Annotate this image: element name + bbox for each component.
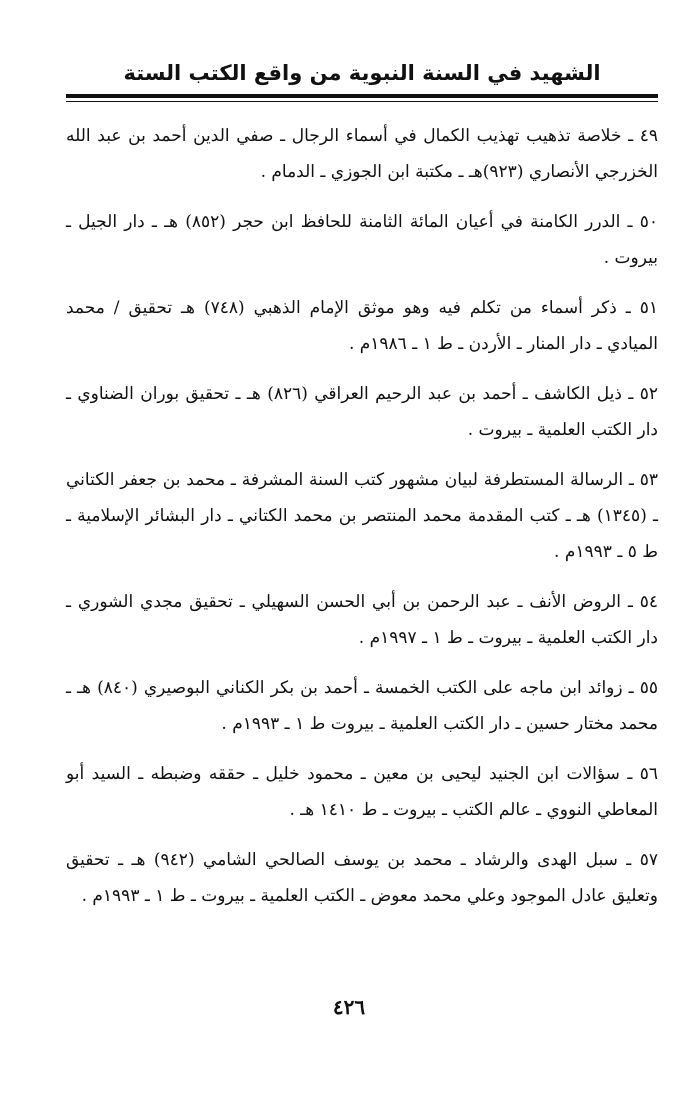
page-number: ٤٢٦ [332,995,366,1019]
bibliography-entry-54: ٥٤ ـ الروض الأنف ـ عبد الرحمن بن أبي الحسن السهيلي ـ تحقيق مجدي الشوري ـ دار الكتب العلمية ـ بيروت ـ ط ١ ـ ١٩٩٧م . [66,592,658,648]
header-rule-thin [66,101,658,102]
bibliography-entry-56: ٥٦ ـ سؤالات ابن الجنيد ليحيى بن معين ـ محمود خليل ـ حققه وضبطه ـ السيد أبو المعاطي النووي ـ عالم الكتب ـ بيروت ـ ط ١٤١٠ هـ . [66,764,658,820]
bibliography-entry-51: ٥١ ـ ذكر أسماء من تكلم فيه وهو موثق الإمام الذهبي (٧٤٨) هـ تحقيق / محمد الميادي ـ دار المنار ـ الأردن ـ ط ١ ـ ١٩٨٦م . [66,298,658,354]
bibliography-list [66,118,658,928]
bibliography-entry-50: ٥٠ ـ الدرر الكامنة في أعيان المائة الثامنة للحافظ ابن حجر (٨٥٢) هـ ـ دار الجيل ـ بيروت . [66,212,658,268]
header-rule-thick [66,94,658,98]
bibliography-entry-52: ٥٢ ـ ذيل الكاشف ـ أحمد بن عبد الرحيم العراقي (٨٢٦) هـ ـ تحقيق بوران الضناوي ـ دار الكتب العلمية ـ بيروت . [66,384,658,440]
bibliography-entry-53: ٥٣ ـ الرسالة المستطرفة لبيان مشهور كتب السنة المشرفة ـ محمد بن جعفر الكتاني ـ (١٣٤٥) هـ ـ كتب المقدمة محمد المنتصر بن محمد الكتاني ـ دار البشائر الإسلامية ـ ط ٥ ـ ١٩٩٣م . [66,470,658,562]
bibliography-entry-55: ٥٥ ـ زوائد ابن ماجه على الكتب الخمسة ـ أحمد بن بكر الكناني البوصيري (٨٤٠) هـ ـ محمد مختار حسين ـ دار الكتب العلمية ـ بيروت ط ١ ـ ١٩٩٣م . [66,678,659,734]
running-header: الشهيد في السنة النبوية من واقع الكتب الستة [123,61,601,85]
bibliography-entry-57: ٥٧ ـ سبل الهدى والرشاد ـ محمد بن يوسف الصالحي الشامي (٩٤٢) هـ ـ تحقيق وتعليق عادل الموجود وعلي محمد معوض ـ الكتب العلمية ـ بيروت ـ ط ١ ـ ١٩٩٣م . [66,850,658,906]
bibliography-entry-49: ٤٩ ـ خلاصة تذهيب تهذيب الكمال في أسماء الرجال ـ صفي الدين أحمد بن عبد الله الخزرجي الأنصاري (٩٢٣)هـ ـ مكتبة ابن الجوزي ـ الدمام . [66,126,658,182]
